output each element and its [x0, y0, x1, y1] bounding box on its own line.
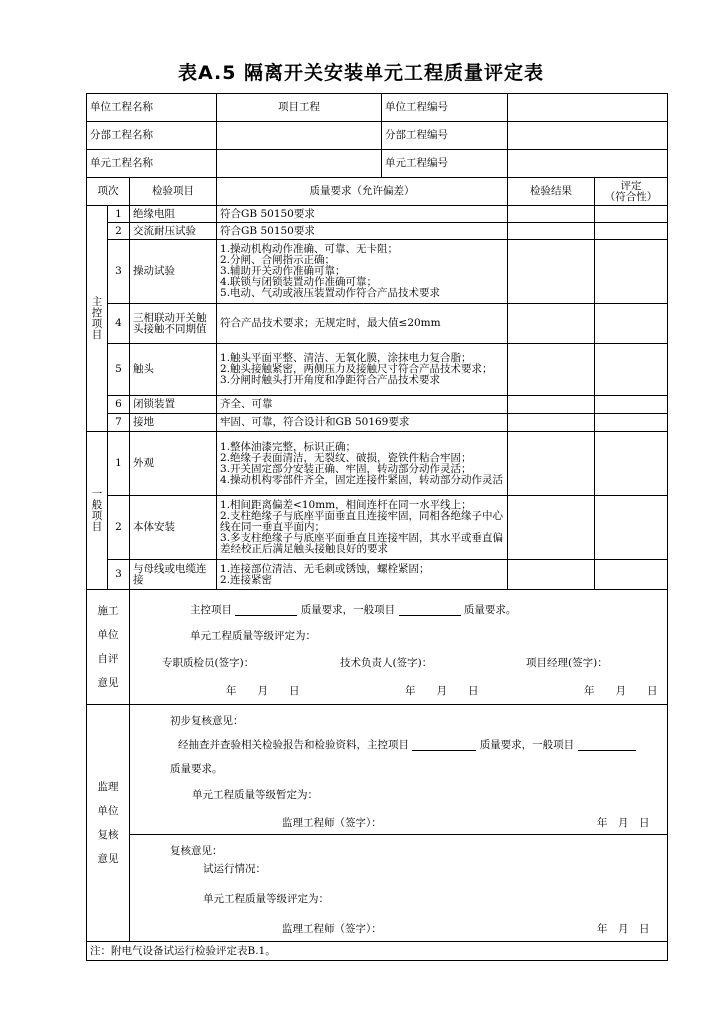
tentative-grade: 单元工程质量等级暂定为：	[192, 789, 318, 801]
page-title: 表A.5 隔离开关安装单元工程质量评定表	[177, 62, 545, 84]
item-rating[interactable]	[595, 344, 668, 396]
initial-review-end: 质量要求。	[170, 763, 223, 775]
footnote: 注：附电气设备试运行检验评定表B.1。	[87, 942, 668, 961]
tech-lead-date[interactable]: 年 月 日	[405, 685, 479, 697]
col-rating-line1: 评定	[620, 179, 642, 192]
item-requirement: 符合GB 50150要求	[217, 223, 508, 240]
sv-general-blank[interactable]	[578, 740, 636, 751]
construction-label: 施工 单位 自评 意见	[87, 590, 130, 705]
item-rating[interactable]	[595, 560, 668, 590]
table-row	[87, 304, 668, 344]
table-row	[87, 240, 668, 304]
construction-opinion-block	[130, 590, 668, 705]
item-requirement: 1.相间距离偏差<10mm，相间连杆在同一水平线上； 2.支柱绝缘子与底座平面垂直且连接牢固，同相各绝缘子中心线在同一垂直平面内； 3.多支柱绝缘子与底座平面垂直且连接牢固，其水平或垂直偏差经校正后满足触头接触良好的要求	[217, 496, 508, 560]
general-items-blank[interactable]	[399, 605, 461, 616]
item-rating[interactable]	[595, 304, 668, 344]
item-result[interactable]	[508, 240, 595, 304]
pm-signature[interactable]: 项目经理(签字)：	[526, 657, 608, 669]
element-project-no-value[interactable]	[508, 150, 668, 178]
sub-project-label: 分部工程名称	[87, 122, 217, 150]
item-result[interactable]	[508, 396, 595, 414]
main-items-label: 主 控 项 目	[87, 206, 108, 432]
col-rating-line2: （符合性）	[604, 190, 658, 203]
initial-review-line: 经抽查并查验相关检验报告和检验资料，主控项目 质量要求，一般项目	[178, 739, 636, 751]
item-requirement: 齐全、可靠	[217, 396, 508, 414]
review-title: 复核意见：	[170, 845, 223, 857]
item-result[interactable]	[508, 496, 595, 560]
final-grade: 单元工程质量等级评定为：	[203, 893, 329, 905]
item-name: 绝缘电阻	[130, 206, 217, 223]
sv-main-blank[interactable]	[412, 740, 476, 751]
engineer-date[interactable]: 年 月 日	[597, 817, 650, 829]
col-requirement: 质量要求（允许偏差）	[217, 178, 508, 206]
col-rating	[595, 178, 668, 206]
item-requirement: 牢固、可靠，符合设计和GB 50169要求	[217, 414, 508, 432]
construction-quality-line: 主控项目 质量要求，一般项目 质量要求。	[190, 604, 517, 616]
item-rating[interactable]	[595, 496, 668, 560]
construction-grade: 单元工程质量等级评定为：	[190, 630, 316, 642]
col-index: 项次	[87, 178, 130, 206]
item-no: 1	[108, 206, 130, 223]
table-row	[87, 560, 668, 590]
item-no: 4	[108, 304, 130, 344]
inspector-signature[interactable]: 专职质检员(签字)：	[162, 657, 255, 669]
item-result[interactable]	[508, 206, 595, 223]
main-items-blank[interactable]	[235, 605, 297, 616]
item-name: 闭锁装置	[130, 396, 217, 414]
element-project-no-label: 单元工程编号	[382, 150, 508, 178]
col-item: 检验项目	[130, 178, 217, 206]
item-rating[interactable]	[595, 240, 668, 304]
item-no: 3	[108, 560, 130, 590]
item-no: 5	[108, 344, 130, 396]
element-project-value[interactable]	[217, 150, 382, 178]
item-no: 2	[108, 496, 130, 560]
item-no: 6	[108, 396, 130, 414]
table-row	[87, 206, 668, 223]
item-requirement: 符合产品技术要求；无规定时，最大值≤20mm	[217, 304, 508, 344]
item-result[interactable]	[508, 344, 595, 396]
item-name: 外观	[130, 432, 217, 496]
column-header-row	[87, 178, 668, 206]
item-no: 7	[108, 414, 130, 432]
unit-project-value[interactable]: 项目工程	[217, 94, 382, 122]
item-result[interactable]	[508, 223, 595, 240]
unit-project-no-label: 单位工程编号	[382, 94, 508, 122]
item-result[interactable]	[508, 432, 595, 496]
header-row-sub	[87, 122, 668, 150]
supervision-review-block	[130, 835, 668, 942]
item-name: 交流耐压试验	[130, 223, 217, 240]
note-row	[87, 942, 668, 961]
construction-opinion-row	[87, 590, 668, 705]
item-rating[interactable]	[595, 432, 668, 496]
sub-project-no-label: 分部工程编号	[382, 122, 508, 150]
item-requirement: 1.连接部位清洁、无毛刺或锈蚀，螺栓紧固； 2.连接紧密	[217, 560, 508, 590]
col-result: 检验结果	[508, 178, 595, 206]
item-name: 与母线或电缆连接	[130, 560, 217, 590]
quality-assessment-table	[86, 93, 668, 961]
item-requirement: 1.整体油漆完整，标识正确； 2.绝缘子表面清洁，无裂纹、破损，瓷铁件粘合牢固； 3.开关固定部分安装正确、牢固，转动部分动作灵活； 4.操动机构零部件齐全，固定连接件紧固，转动部分动作灵活	[217, 432, 508, 496]
engineer2-date[interactable]: 年 月 日	[597, 923, 650, 935]
unit-project-label: 单位工程名称	[87, 94, 217, 122]
general-items-label: 一 般 项 目	[87, 432, 108, 590]
header-row-unit	[87, 94, 668, 122]
sub-project-value[interactable]	[217, 122, 382, 150]
engineer-signature[interactable]: 监理工程师（签字）：	[282, 817, 382, 829]
table-row	[87, 432, 668, 496]
header-row-element	[87, 150, 668, 178]
engineer2-signature[interactable]: 监理工程师（签字）：	[282, 923, 382, 935]
item-no: 1	[108, 432, 130, 496]
item-rating[interactable]	[595, 206, 668, 223]
table-row	[87, 414, 668, 432]
table-row	[87, 223, 668, 240]
item-result[interactable]	[508, 414, 595, 432]
item-result[interactable]	[508, 304, 595, 344]
sub-project-no-value[interactable]	[508, 122, 668, 150]
table-row	[87, 344, 668, 396]
element-project-label: 单元工程名称	[87, 150, 217, 178]
item-name: 接地	[130, 414, 217, 432]
item-requirement: 符合GB 50150要求	[217, 206, 508, 223]
item-requirement: 1.操动机构动作准确、可靠、无卡阻； 2.分闸、合闸指示正确； 3.辅助开关动作准确可靠； 4.联锁与闭锁装置动作准确可靠； 5.电动、气动或液压装置动作符合产品技术要求	[217, 240, 508, 304]
pm-date[interactable]: 年 月 日	[584, 685, 658, 697]
item-rating[interactable]	[595, 223, 668, 240]
supervision-initial-block	[130, 705, 668, 835]
inspector-date[interactable]: 年 月 日	[226, 685, 300, 697]
supervision-initial-row	[87, 705, 668, 835]
item-name: 三相联动开关触头接触不同期值	[130, 304, 217, 344]
table-row	[87, 396, 668, 414]
item-name: 本体安装	[130, 496, 217, 560]
item-no: 3	[108, 240, 130, 304]
item-result[interactable]	[508, 560, 595, 590]
tech-lead-signature[interactable]: 技术负责人(签字)：	[340, 657, 433, 669]
supervision-review-row	[87, 835, 668, 942]
item-name: 操动试验	[130, 240, 217, 304]
supervision-label: 监理 单位 复核 意见	[87, 705, 130, 942]
initial-review-title: 初步复核意见：	[170, 715, 244, 727]
item-rating[interactable]	[595, 414, 668, 432]
table-row	[87, 496, 668, 560]
unit-project-no-value[interactable]	[508, 94, 668, 122]
item-rating[interactable]	[595, 396, 668, 414]
trial-run: 试运行情况：	[203, 863, 266, 875]
item-requirement: 1.触头平面平整、清洁、无氧化膜，涂抹电力复合脂； 2.触头接触紧密，两侧压力及接触尺寸符合产品技术要求； 3.分闸时触头打开角度和净距符合产品技术要求	[217, 344, 508, 396]
item-no: 2	[108, 223, 130, 240]
item-name: 触头	[130, 344, 217, 396]
